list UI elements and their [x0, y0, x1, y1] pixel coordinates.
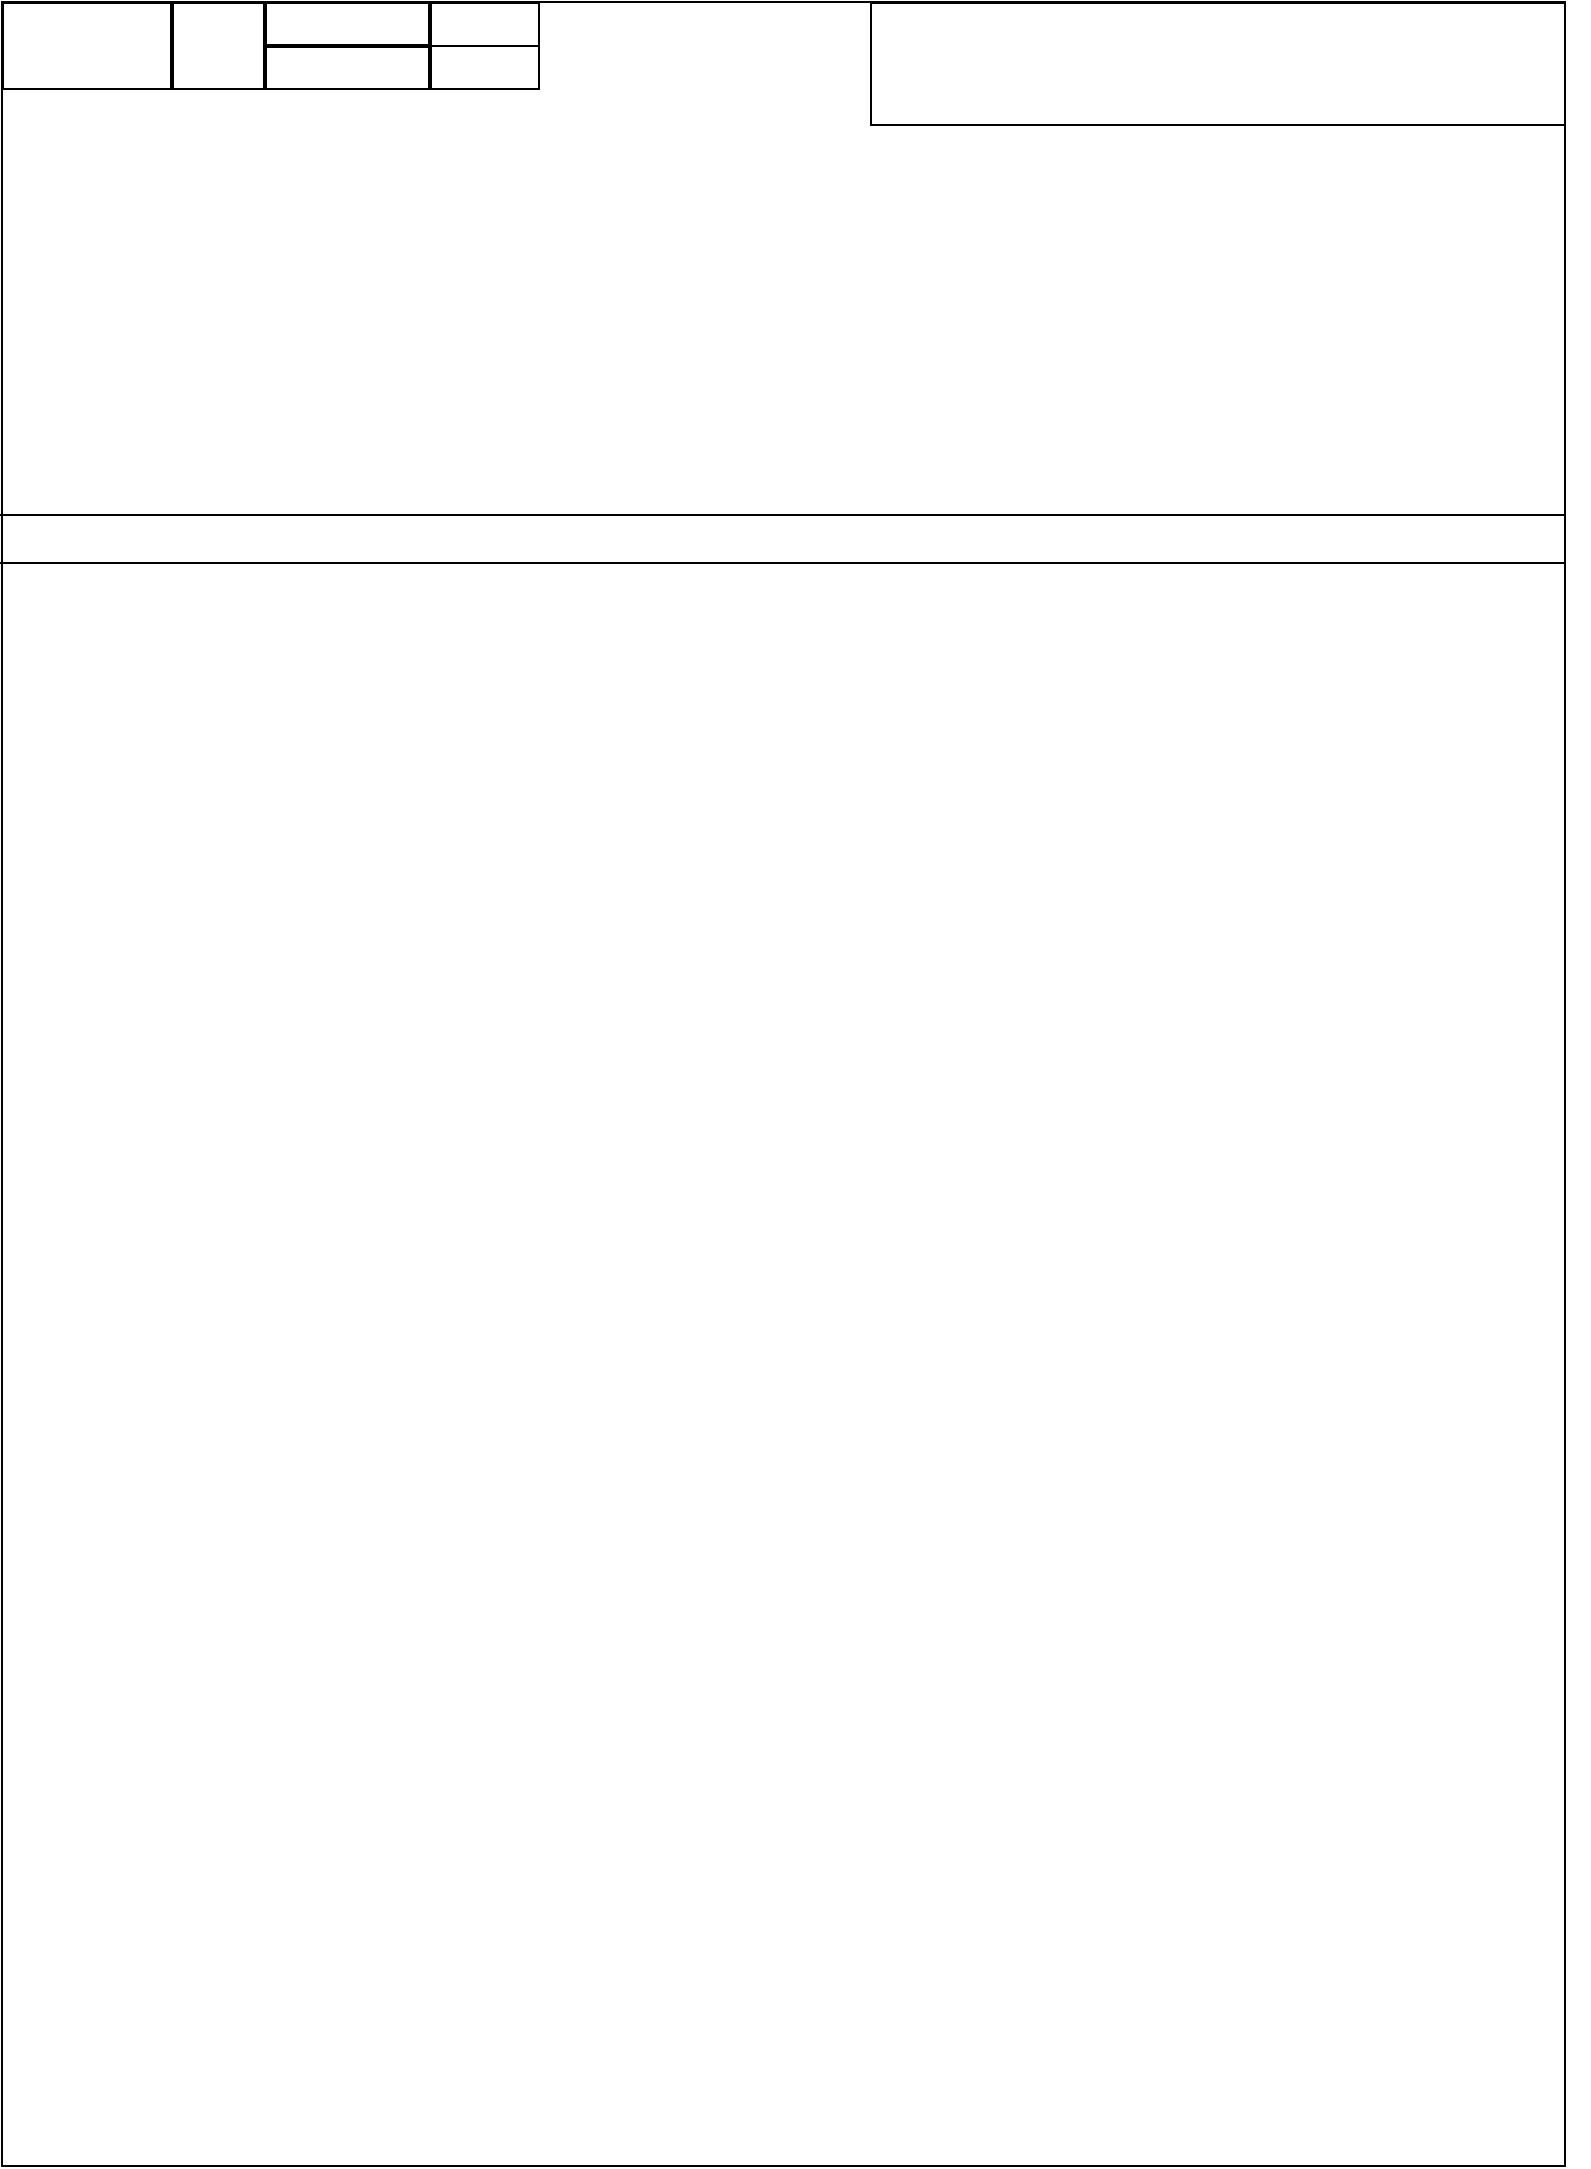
actual-distance: [265, 46, 430, 90]
divider: [0, 562, 1566, 564]
grade-value: [432, 45, 538, 47]
racecard-frame: [1, 1, 1566, 2167]
grade-box: [430, 2, 540, 90]
race-distance: [265, 2, 430, 46]
race-time: [172, 2, 265, 90]
prize-box: [870, 2, 1566, 126]
race-number: [2, 2, 172, 90]
column-headers: [0, 522, 1566, 558]
divider: [0, 514, 1566, 516]
